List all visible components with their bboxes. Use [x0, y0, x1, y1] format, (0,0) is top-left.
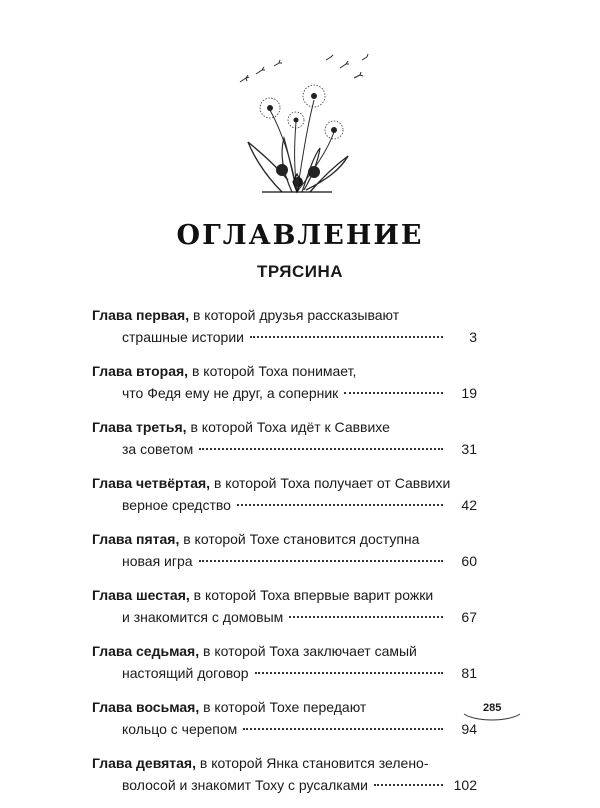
toc-entry-second-line	[92, 718, 477, 740]
toc-entry[interactable]	[92, 304, 477, 348]
toc-entry-second-line	[92, 382, 477, 404]
toc-entry-first-line	[92, 304, 477, 326]
toc-entry-second-line	[92, 494, 477, 516]
toc-entry-second-line	[92, 550, 477, 572]
chapter-description: в которой Тохе передают	[203, 699, 367, 715]
toc-entry-second-line	[92, 326, 477, 348]
contents-heading: ОГЛАВЛЕНИЕ	[176, 220, 424, 251]
toc-entry[interactable]	[92, 472, 477, 516]
page-number-ornament	[462, 712, 522, 724]
dot-leader	[374, 784, 443, 786]
chapter-description: в которой Тоха получает от Саввихи	[213, 475, 451, 491]
dot-leader	[250, 336, 443, 338]
toc-entry-second-line	[92, 662, 477, 684]
chapter-description-continued: волосой и знакомит Тоху с русалками	[122, 777, 368, 793]
chapter-description-continued: что Федя ему не друг, а соперник	[122, 385, 339, 401]
toc-entry-first-line	[92, 752, 477, 774]
toc-entry[interactable]	[92, 416, 477, 460]
chapter-description: в которой Тоха заключает самый	[203, 643, 417, 659]
chapter-description: в которой Тоха впервые варит рожки	[193, 587, 434, 603]
dot-leader	[255, 672, 443, 674]
toc-entry[interactable]	[92, 752, 477, 796]
chapter-label: Глава вторая,	[92, 363, 189, 379]
toc-entry-second-line	[92, 606, 477, 628]
chapter-page-number: 102	[453, 777, 477, 793]
toc-entry-second-line	[92, 774, 477, 796]
toc-entry-first-line	[92, 584, 477, 606]
toc-entry-first-line	[92, 696, 477, 718]
dot-leader	[289, 616, 443, 618]
chapter-page-number: 3	[469, 329, 477, 345]
chapter-label: Глава седьмая,	[92, 643, 200, 659]
part-title: ТРЯСИНА	[256, 262, 344, 281]
chapter-label: Глава третья,	[92, 419, 187, 435]
toc-entry-first-line	[92, 472, 477, 494]
dot-leader	[243, 728, 443, 730]
dot-leader	[199, 560, 443, 562]
table-of-contents	[92, 304, 477, 808]
chapter-page-number: 94	[461, 721, 477, 737]
chapter-page-number: 60	[461, 553, 477, 569]
toc-entry-second-line	[92, 438, 477, 460]
chapter-label: Глава девятая,	[92, 755, 196, 771]
chapter-label: Глава восьмая,	[92, 699, 200, 715]
chapter-description-continued: и знакомится с домовым	[122, 609, 284, 625]
toc-entry-first-line	[92, 640, 477, 662]
chapter-description-continued: новая игра	[122, 553, 193, 569]
toc-entry-first-line	[92, 416, 477, 438]
dot-leader	[199, 448, 443, 450]
dot-leader	[344, 392, 443, 394]
chapter-page-number: 19	[461, 385, 477, 401]
toc-entry[interactable]	[92, 360, 477, 404]
chapter-description: в которой Янка становится зелено-	[199, 755, 429, 771]
toc-entry[interactable]	[92, 696, 477, 740]
chapter-description-continued: за советом	[122, 441, 194, 457]
chapter-label: Глава пятая,	[92, 531, 180, 547]
chapter-description: в которой Тоха идёт к Саввихе	[190, 419, 390, 435]
toc-entry-first-line	[92, 528, 477, 550]
chapter-label: Глава первая,	[92, 307, 190, 323]
toc-entry-first-line	[92, 360, 477, 382]
chapter-page-number: 81	[461, 665, 477, 681]
chapter-label: Глава четвёртая,	[92, 475, 211, 491]
page-number: 285	[483, 702, 502, 714]
chapter-description-continued: кольцо с черепом	[122, 721, 238, 737]
dot-leader	[237, 504, 443, 506]
dandelion-illustration	[222, 52, 372, 200]
chapter-description: в которой друзья рассказывают	[192, 307, 400, 323]
chapter-description: в которой Тохе становится доступна	[183, 531, 420, 547]
chapter-page-number: 42	[461, 497, 477, 513]
chapter-page-number: 31	[461, 441, 477, 457]
chapter-description-continued: страшные истории	[122, 329, 244, 345]
toc-entry[interactable]	[92, 640, 477, 684]
chapter-label: Глава шестая,	[92, 587, 190, 603]
toc-entry[interactable]	[92, 584, 477, 628]
chapter-description-continued: настоящий договор	[122, 665, 249, 681]
toc-entry[interactable]	[92, 528, 477, 572]
chapter-description: в которой Тоха понимает,	[191, 363, 357, 379]
chapter-description-continued: верное средство	[122, 497, 231, 513]
chapter-page-number: 67	[461, 609, 477, 625]
